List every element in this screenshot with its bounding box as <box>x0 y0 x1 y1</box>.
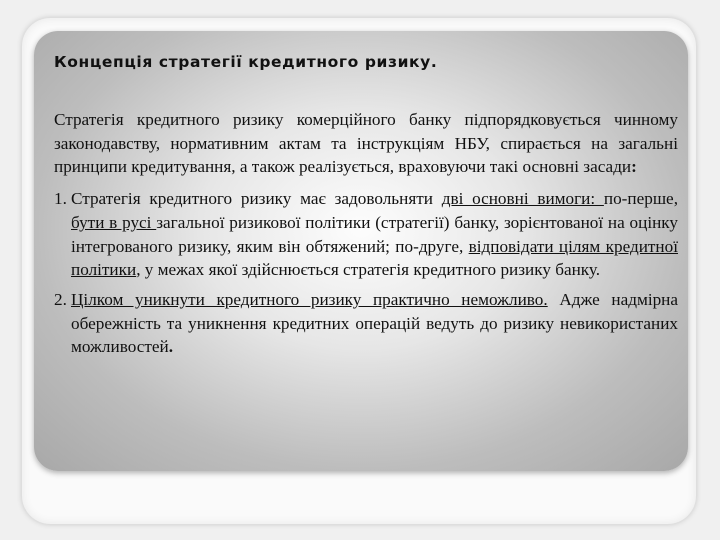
list-item-1 <box>54 187 678 282</box>
slide-title: Концепція стратегії кредитного ризику. <box>54 53 438 71</box>
item-2-underlined-1: Цілком уникнути кредитного ризику практично неможливо. <box>71 289 548 309</box>
item-1-underlined-3: відповідати цілям кредитної політики <box>71 236 678 280</box>
list-item-2-number: 2. <box>54 289 67 309</box>
intro-colon: : <box>631 157 637 177</box>
item-1-underlined-2: бути в русі <box>71 212 157 232</box>
list-item-2 <box>54 288 678 359</box>
list-item-2-text <box>71 288 678 359</box>
item-1-part-1: Стратегія кредитного ризику має задовольняти <box>71 189 442 209</box>
item-2-end: . <box>168 337 173 357</box>
list-item-1-text <box>71 187 678 282</box>
list-item-1-number: 1. <box>54 189 67 209</box>
item-1-part-2: по-перше, <box>603 189 678 209</box>
item-2-part-1: Адже надмірна обережність та уникнення кредитних операцій ведуть до ризику невикористаних можливостей <box>71 289 679 357</box>
item-1-underlined-1: дві основні вимоги: <box>441 189 604 209</box>
item-1-part-3: загальної ризикової політики (стратегії) банку, зорієнтованої на оцінку інтегрованого ризику, яким він обтяжений; по-друге, <box>71 212 678 256</box>
item-1-part-4: , у межах якої здійснюється стратегія кредитного ризику банку. <box>136 260 601 280</box>
intro-text: Стратегія кредитного ризику комерційного банку підпорядковується чинному законодавству, нормативним актам та інструкціям НБУ, спирається на загальні принципи кредитування, а також реалізується, враховуючи такі основні засади <box>54 110 678 177</box>
intro-paragraph <box>54 108 678 179</box>
slide-body <box>54 108 678 365</box>
